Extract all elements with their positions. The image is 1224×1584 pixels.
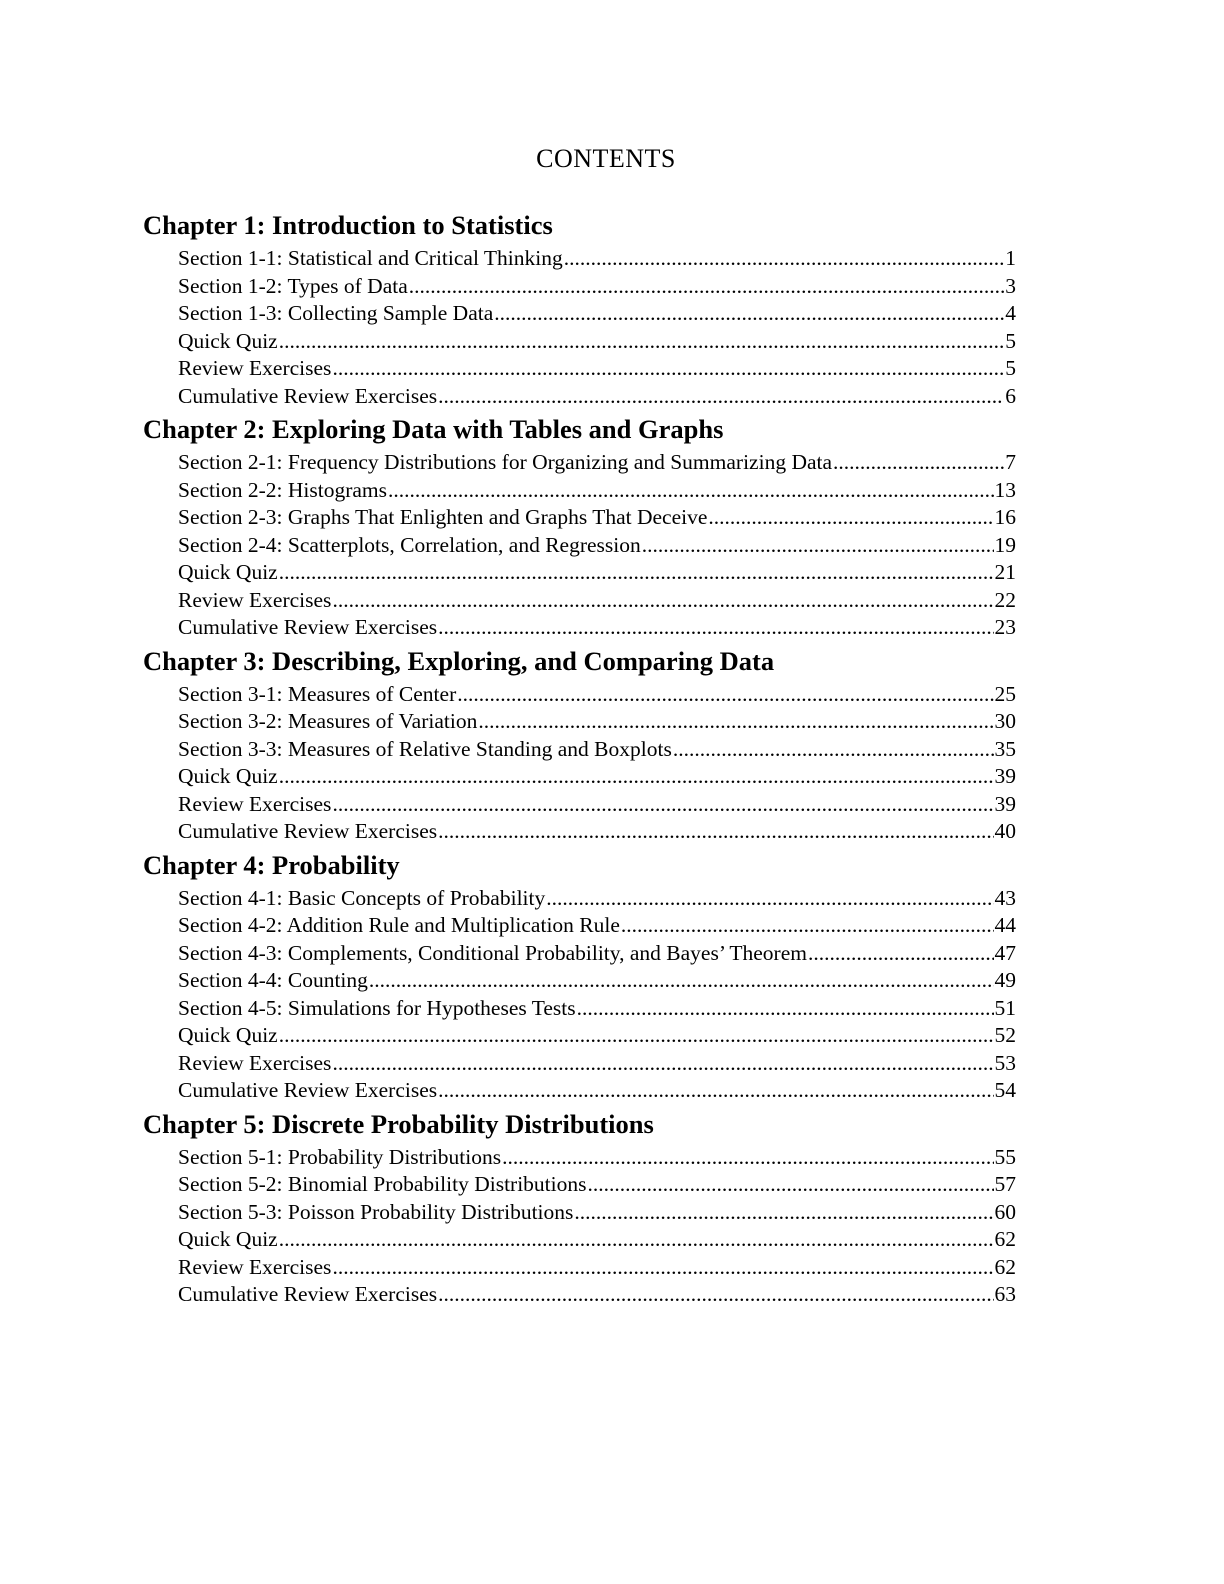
chapter-title[interactable]: Chapter 5: Discrete Probability Distributions — [143, 1108, 654, 1139]
dot-leader — [332, 1254, 993, 1282]
toc-entry-label: Section 3-1: Measures of Center — [178, 681, 457, 706]
toc-entry-page-number: 62 — [994, 1254, 1016, 1279]
chapter-3 — [143, 644, 1016, 846]
dot-leader — [574, 1199, 993, 1227]
toc-entry-page-number: 62 — [994, 1227, 1016, 1251]
toc-entry[interactable] — [178, 477, 1016, 505]
toc-entry[interactable] — [178, 885, 1016, 913]
toc-entry-label: Cumulative Review Exercises — [178, 819, 438, 843]
dot-leader — [708, 504, 993, 532]
toc-entry[interactable] — [178, 940, 1016, 968]
toc-entry-page-number: 5 — [1005, 328, 1016, 353]
toc-entry-page-number: 19 — [994, 532, 1016, 557]
chapter-title[interactable]: Chapter 1: Introduction to Statistics — [143, 210, 553, 240]
toc-entry-page-number: 35 — [994, 736, 1016, 761]
toc-entry-label: Review Exercises — [178, 1050, 332, 1075]
toc-entry-page-number: 5 — [1005, 356, 1016, 380]
toc-entry[interactable] — [178, 559, 1016, 587]
dot-leader — [279, 1022, 994, 1050]
toc-entry-label: Section 4-4: Counting — [178, 968, 368, 992]
toc-entry-label: Section 1-3: Collecting Sample Data — [178, 301, 494, 325]
chapter-title[interactable]: Chapter 2: Exploring Data with Tables and Graphs — [143, 414, 724, 444]
chapter-4 — [143, 848, 1016, 1105]
toc-entry-label: Quick Quiz — [178, 1227, 278, 1251]
chapter-5 — [143, 1107, 1016, 1309]
dot-leader — [502, 1144, 993, 1172]
toc-entry-page-number: 52 — [994, 1023, 1016, 1047]
toc-entry-page-number: 22 — [994, 587, 1016, 612]
toc-entry[interactable] — [178, 736, 1016, 764]
toc-entry-page-number: 39 — [994, 764, 1016, 788]
toc-entry-page-number: 23 — [994, 615, 1016, 639]
toc-entry[interactable] — [178, 1254, 1016, 1282]
toc-entry-label: Section 4-5: Simulations for Hypotheses Tests — [178, 995, 576, 1020]
toc-entry-label: Cumulative Review Exercises — [178, 1078, 438, 1102]
toc-entry-label: Section 5-2: Binomial Probability Distributions — [178, 1172, 587, 1196]
toc-entry-label: Review Exercises — [178, 1254, 332, 1279]
toc-entry-page-number: 49 — [994, 968, 1016, 992]
dot-leader — [546, 885, 993, 913]
dot-leader — [478, 708, 993, 736]
dot-leader — [438, 1077, 993, 1105]
dot-leader — [588, 1171, 994, 1199]
toc-entry[interactable] — [178, 504, 1016, 532]
toc-entry[interactable] — [178, 355, 1016, 383]
dot-leader — [409, 273, 1004, 301]
dot-leader — [279, 763, 994, 791]
toc-entry[interactable] — [178, 273, 1016, 301]
toc-entry-page-number: 51 — [994, 995, 1016, 1020]
toc-entry[interactable] — [178, 614, 1016, 642]
toc-entry[interactable] — [178, 995, 1016, 1023]
toc-entry[interactable] — [178, 532, 1016, 560]
toc-entry-page-number: 44 — [994, 913, 1016, 937]
dot-leader — [279, 559, 994, 587]
toc-entry-page-number: 54 — [994, 1078, 1016, 1102]
chapter-2 — [143, 412, 1016, 642]
dot-leader — [457, 681, 993, 709]
toc-entry[interactable] — [178, 383, 1016, 411]
toc-entry[interactable] — [178, 587, 1016, 615]
chapter-title[interactable]: Chapter 4: Probability — [143, 849, 400, 880]
toc-entry-label: Section 5-1: Probability Distributions — [178, 1144, 502, 1169]
toc-entry-page-number: 6 — [1005, 383, 1016, 408]
toc-entry-page-number: 1 — [1005, 246, 1016, 270]
toc-entry-label: Section 2-1: Frequency Distributions for Organizing and Summarizing Data — [178, 450, 833, 474]
dot-leader — [642, 532, 994, 560]
dot-leader — [438, 818, 993, 846]
toc-entry-label: Quick Quiz — [178, 764, 278, 788]
dot-leader — [438, 614, 993, 642]
dot-leader — [332, 587, 993, 615]
toc-entry-label: Cumulative Review Exercises — [178, 383, 438, 408]
page-title: CONTENTS — [536, 144, 676, 173]
table-of-contents — [143, 208, 1016, 1309]
toc-entry-page-number: 40 — [994, 819, 1016, 843]
toc-entry-page-number: 53 — [994, 1050, 1016, 1075]
toc-entry-page-number: 63 — [994, 1282, 1016, 1306]
dot-leader — [332, 1050, 993, 1078]
toc-entry[interactable] — [178, 300, 1016, 328]
toc-entry-page-number: 4 — [1005, 301, 1016, 325]
toc-entry[interactable] — [178, 1144, 1016, 1172]
toc-entry[interactable] — [178, 1281, 1016, 1309]
toc-entry-label: Section 2-3: Graphs That Enlighten and Graphs That Deceive — [178, 505, 708, 529]
toc-entry-page-number: 21 — [994, 560, 1016, 584]
toc-entry[interactable] — [178, 763, 1016, 791]
dot-leader — [621, 912, 994, 940]
dot-leader — [369, 967, 994, 995]
toc-entry-label: Section 3-2: Measures of Variation — [178, 709, 478, 733]
toc-entry-page-number: 43 — [994, 885, 1016, 910]
dot-leader — [494, 300, 1004, 328]
toc-entry-label: Review Exercises — [178, 356, 332, 380]
toc-entry[interactable] — [178, 245, 1016, 273]
toc-entry[interactable] — [178, 681, 1016, 709]
toc-entry-page-number: 39 — [994, 791, 1016, 816]
toc-entry-label: Section 4-3: Complements, Conditional Probability, and Bayes’ Theorem — [178, 940, 807, 965]
toc-entry-label: Section 1-1: Statistical and Critical Thinking — [178, 246, 563, 270]
toc-entry-page-number: 13 — [994, 477, 1016, 502]
toc-entry-page-number: 30 — [994, 709, 1016, 733]
toc-entry[interactable] — [178, 967, 1016, 995]
toc-entry-label: Section 5-3: Poisson Probability Distributions — [178, 1199, 574, 1224]
toc-entry[interactable] — [178, 1199, 1016, 1227]
toc-entry[interactable] — [178, 708, 1016, 736]
dot-leader — [279, 328, 1005, 356]
dot-leader — [673, 736, 994, 764]
toc-entry[interactable] — [178, 449, 1016, 477]
toc-entry[interactable] — [178, 818, 1016, 846]
toc-entry-page-number: 7 — [1005, 450, 1016, 474]
toc-entry[interactable] — [178, 1226, 1016, 1254]
toc-entry-page-number: 3 — [1005, 273, 1016, 298]
toc-entry[interactable] — [178, 1050, 1016, 1078]
toc-entry-label: Section 4-1: Basic Concepts of Probability — [178, 885, 546, 910]
toc-entry-label: Quick Quiz — [178, 560, 278, 584]
toc-entry[interactable] — [178, 912, 1016, 940]
toc-entry-label: Review Exercises — [178, 791, 332, 816]
dot-leader — [438, 1281, 993, 1309]
toc-entry-page-number: 57 — [994, 1172, 1016, 1196]
toc-entry[interactable] — [178, 1022, 1016, 1050]
toc-entry-page-number: 16 — [994, 505, 1016, 529]
toc-entry[interactable] — [178, 791, 1016, 819]
toc-entry-label: Cumulative Review Exercises — [178, 615, 438, 639]
dot-leader — [388, 477, 993, 505]
dot-leader — [332, 791, 993, 819]
toc-entry-label: Section 1-2: Types of Data — [178, 273, 408, 298]
dot-leader — [564, 245, 1004, 273]
toc-entry[interactable] — [178, 1077, 1016, 1105]
toc-entry-label: Quick Quiz — [178, 328, 278, 353]
chapter-title[interactable]: Chapter 3: Describing, Exploring, and Comparing Data — [143, 645, 775, 676]
chapter-1 — [143, 208, 1016, 410]
toc-entry-label: Section 2-4: Scatterplots, Correlation, and Regression — [178, 532, 641, 557]
toc-entry-page-number: 60 — [994, 1199, 1016, 1224]
toc-entry[interactable] — [178, 328, 1016, 356]
toc-entry-label: Cumulative Review Exercises — [178, 1282, 438, 1306]
dot-leader — [577, 995, 994, 1023]
toc-entry-label: Quick Quiz — [178, 1023, 278, 1047]
toc-entry-label: Section 3-3: Measures of Relative Standing and Boxplots — [178, 736, 672, 761]
dot-leader — [279, 1226, 994, 1254]
dot-leader — [332, 355, 1004, 383]
toc-entry-label: Section 2-2: Histograms — [178, 477, 388, 502]
toc-entry-page-number: 47 — [994, 940, 1016, 965]
toc-entry-page-number: 25 — [994, 681, 1016, 706]
toc-entry-page-number: 55 — [994, 1144, 1016, 1169]
toc-entry-label: Review Exercises — [178, 587, 332, 612]
toc-entry-label: Section 4-2: Addition Rule and Multiplication Rule — [178, 913, 620, 937]
dot-leader — [438, 383, 1004, 411]
dot-leader — [808, 940, 994, 968]
toc-entry[interactable] — [178, 1171, 1016, 1199]
dot-leader — [833, 449, 1004, 477]
